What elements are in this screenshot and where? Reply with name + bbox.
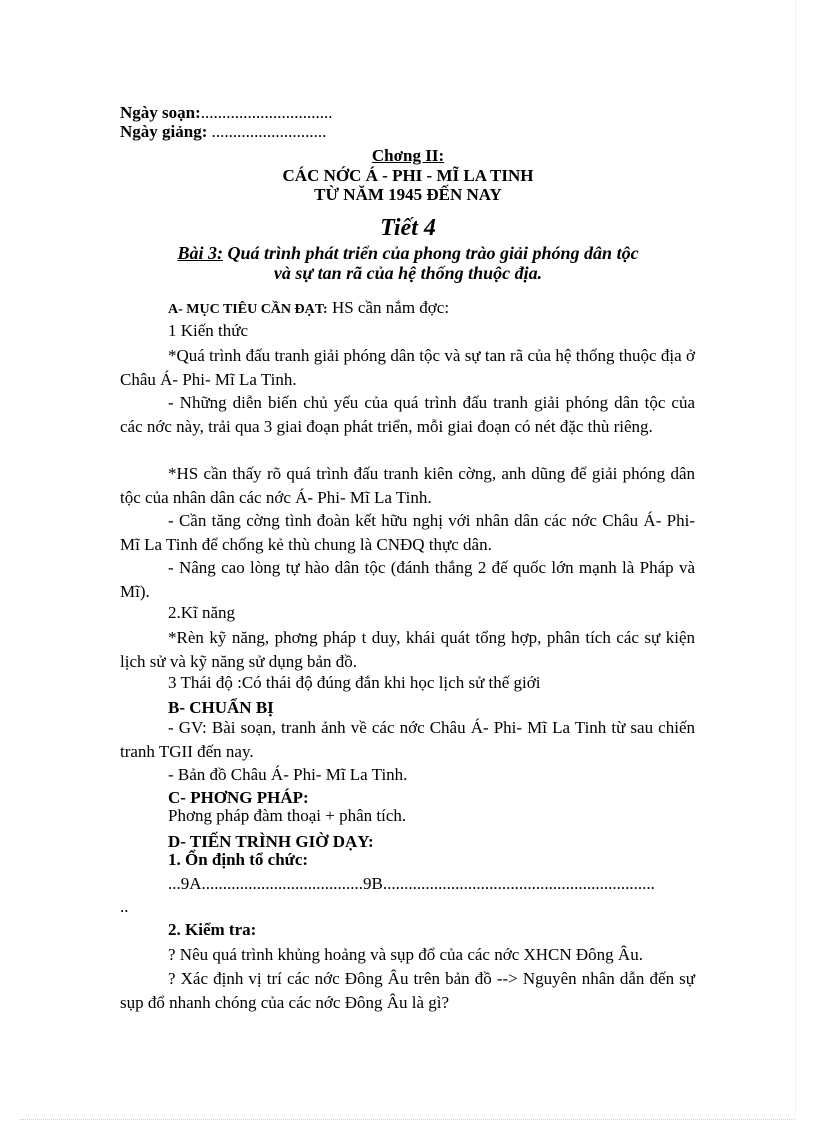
ngay-soan-line — [120, 103, 333, 123]
ngay-soan-dots: ............................... — [200, 103, 333, 122]
page-bottom-border — [20, 1119, 796, 1120]
section-d-heading: D- TIẾN TRÌNH GIỜ DẠY: — [168, 832, 374, 851]
paragraph-b2: - Bản đồ Châu Á- Phi- Mĩ La Tinh. — [168, 765, 408, 784]
ngay-giang-dots: ........................... — [207, 122, 327, 141]
thai-do-line: 3 Thái độ :Có thái độ đúng đắn khi học lịch sử thế giới — [168, 673, 541, 692]
ngay-giang-label: Ngày giảng: — [120, 122, 208, 141]
lesson-number: Bài 3: — [177, 243, 223, 263]
section-a-suffix: HS cần nắm đợc: — [327, 298, 450, 317]
chapter-title-line2: TỪ NĂM 1945 ĐẾN NAY — [314, 185, 502, 204]
chapter-label: Chơng II: — [371, 146, 445, 165]
on-dinh-heading: 1. Ổn định tổ chức: — [168, 850, 309, 869]
ngay-soan-label: Ngày soạn: — [120, 103, 201, 122]
lesson-title-line2: và sự tan rã của hệ thống thuộc địa. — [273, 263, 543, 283]
question-2: ? Xác định vị trí các nớc Đông Âu trên bản đồ --> Nguyên nhân dẫn đến sự sụp đổ nhanh chóng của các nớc Đông Âu là gì? — [120, 969, 695, 1012]
class-attendance-line: ...9A......................................9B................................................................ — [168, 874, 655, 893]
lesson-title-line1 — [100, 242, 716, 264]
chapter-title-line1: CÁC NỚC Á - PHI - MĨ LA TINH — [282, 166, 534, 185]
paragraph-a6: *Rèn kỹ năng, phơng pháp t duy, khái quát tổng hợp, phân tích các sự kiện lịch sử và kỹ năng sử dụng bản đồ. — [120, 628, 695, 671]
section-c-heading: C- PHƠNG PHÁP: — [168, 788, 309, 807]
kien-thuc-heading: 1 Kiến thức — [168, 321, 249, 340]
paragraph-a2: - Những diễn biến chủ yếu của quá trình đấu tranh giải phóng dân tộc của các nớc này, trải qua 3 giai đoạn phát triển, mỗi giai đoạn có nét đặc thù riêng. — [120, 393, 695, 436]
question-1: ? Nêu quá trình khủng hoảng và sụp đổ của các nớc XHCN Đông Âu. — [168, 945, 643, 964]
page-right-border — [795, 0, 796, 1120]
paragraph-a4: - Cần tăng cờng tình đoàn kết hữu nghị với nhân dân các nớc Châu Á- Phi- Mĩ La Tinh để chống kẻ thù chung là CNĐQ thực dân. — [120, 511, 695, 554]
section-a-heading — [168, 298, 449, 318]
class-attendance-cont: .. — [120, 897, 129, 916]
ki-nang-heading: 2.Kĩ năng — [168, 603, 236, 622]
paragraph-a1: *Quá trình đấu tranh giải phóng dân tộc và sự tan rã của hệ thống thuộc địa ở Châu Á- Phi- Mĩ La Tinh. — [120, 346, 695, 389]
section-a-title: A- MỤC TIÊU CẦN ĐẠT: — [168, 302, 328, 317]
paragraph-a5: - Nâng cao lòng tự hào dân tộc (đánh thắng 2 đế quốc lớn mạnh là Pháp và Mĩ). — [120, 558, 695, 601]
ngay-giang-line — [120, 122, 326, 142]
section-b-heading: B- CHUẨN BỊ — [168, 698, 274, 717]
paragraph-b1: - GV: Bài soạn, tranh ảnh về các nớc Châu Á- Phi- Mĩ La Tinh từ sau chiến tranh TGII đến nay. — [120, 718, 695, 761]
lesson-title-text: Quá trình phát triển của phong trào giải phóng dân tộc — [222, 243, 639, 263]
lesson-period: Tiết 4 — [380, 215, 436, 241]
paragraph-a3: *HS cần thấy rõ quá trình đấu tranh kiên cờng, anh dũng để giải phóng dân tộc của nhân dân các nớc Á- Phi- Mĩ La Tinh. — [120, 464, 695, 507]
paragraph-c1: Phơng pháp đàm thoại + phân tích. — [168, 806, 407, 825]
kiem-tra-heading: 2. Kiểm tra: — [168, 920, 257, 939]
